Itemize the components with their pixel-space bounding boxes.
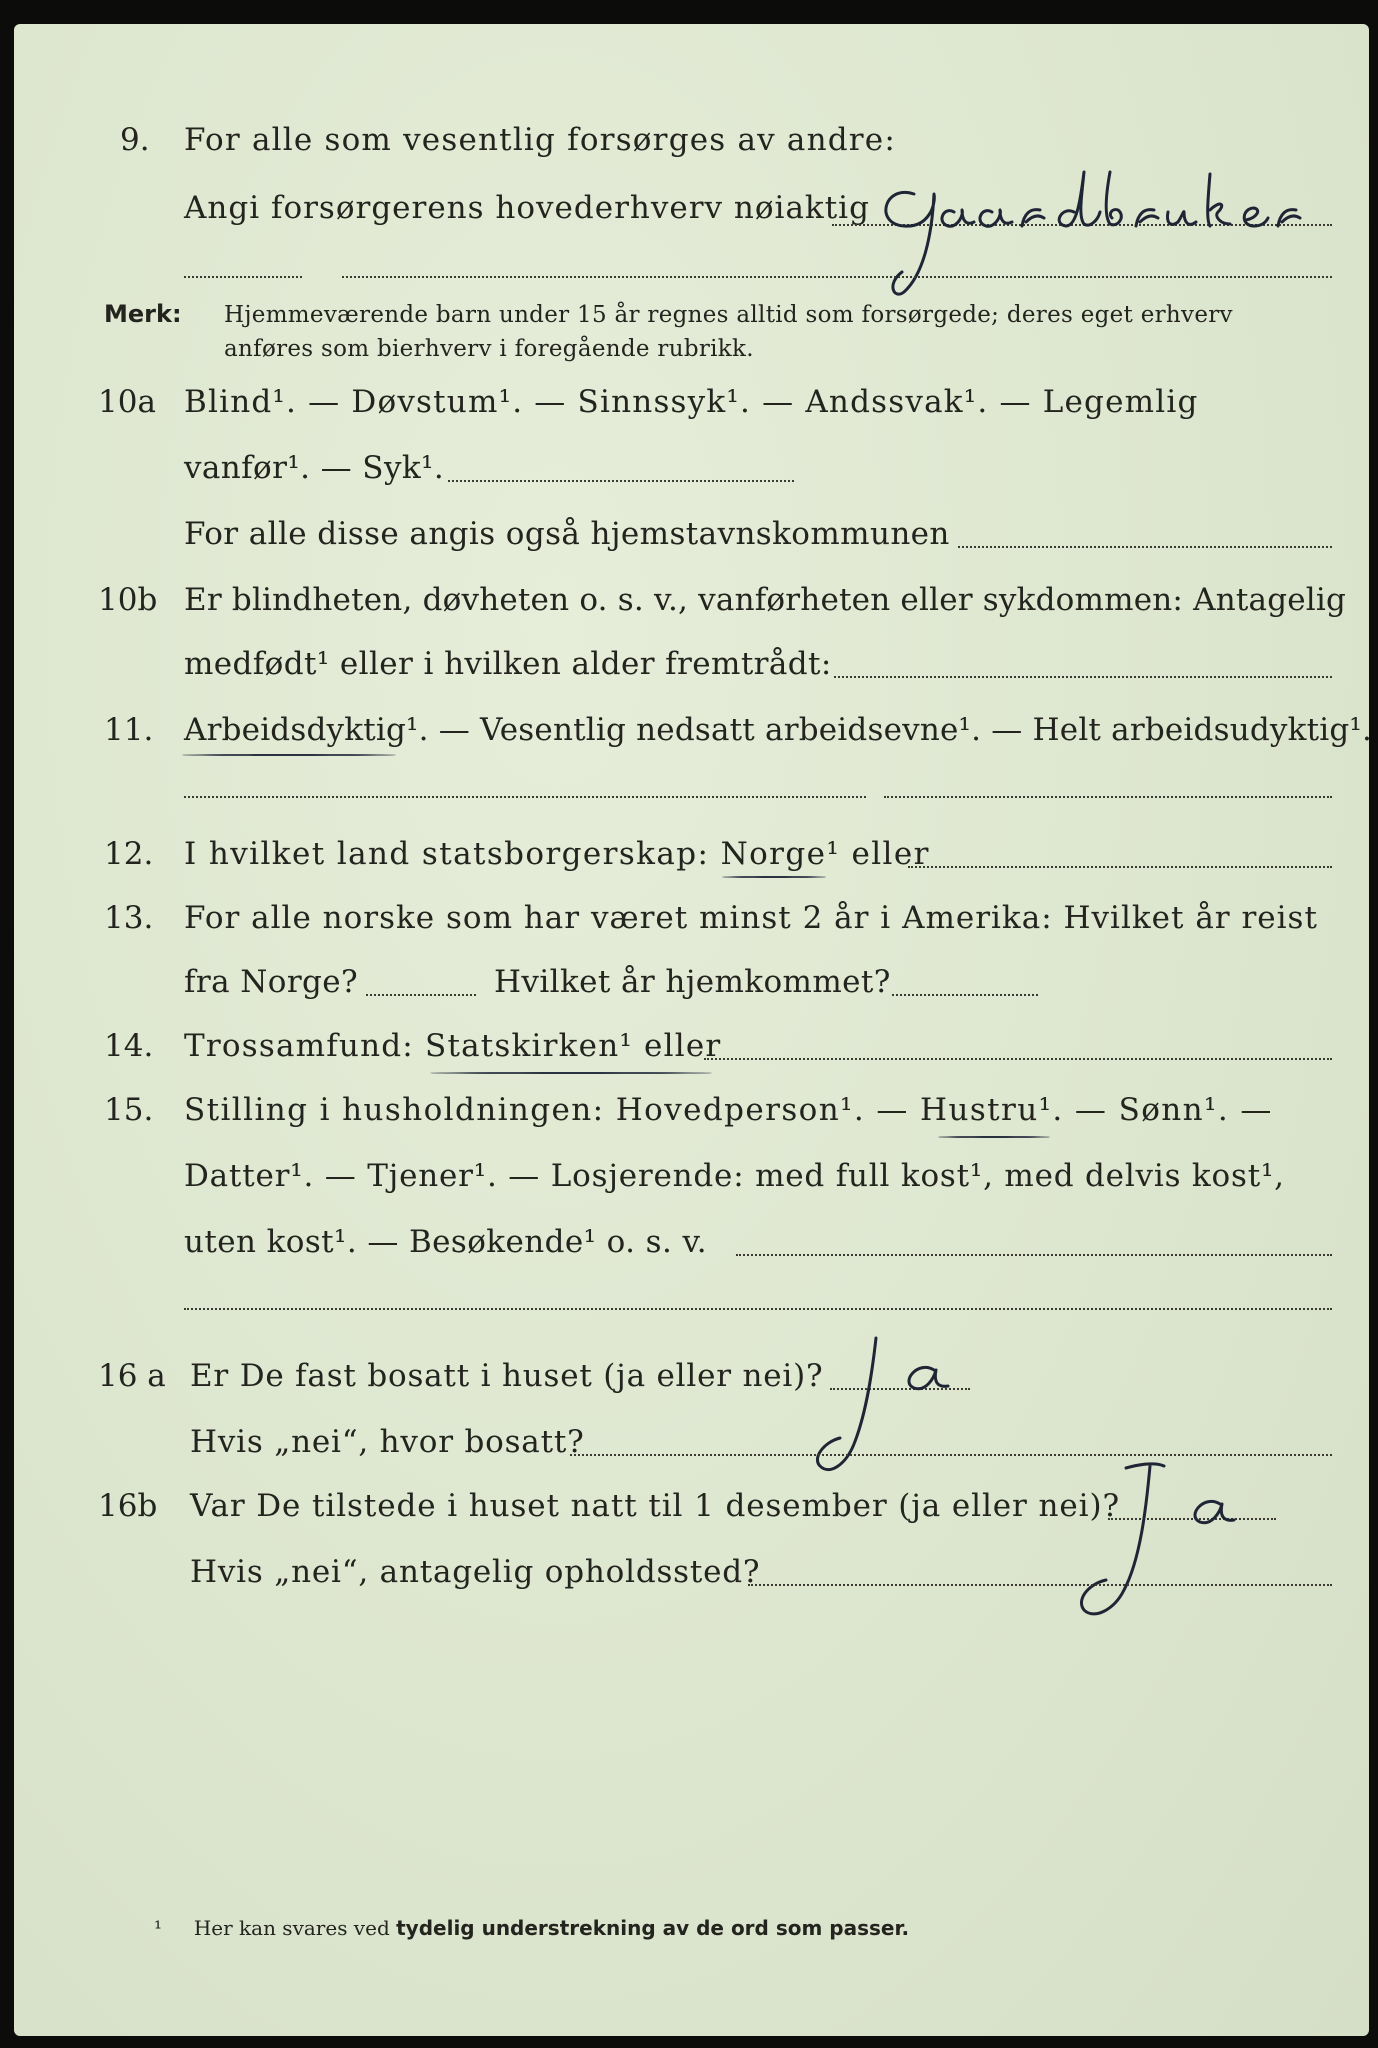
q16a-handwritten-answer: [810, 1334, 990, 1494]
merk-line1: Hjemmeværende barn under 15 år regnes alltid som forsørgede; deres eget erhverv: [224, 302, 1233, 328]
q16b-handwritten-answer: [1054, 1460, 1294, 1640]
footnote-mark: ¹: [154, 1916, 163, 1940]
q16b-location-line: [748, 1584, 1332, 1586]
merk-line2: anføres som bierhverv i foregående rubrikk.: [224, 336, 754, 362]
q10a-answer-line: [448, 480, 794, 482]
q16b-line2: Hvis „nei“, antagelig opholdssted?: [190, 1554, 761, 1590]
q16a-line2: Hvis „nei“, hvor bosatt?: [190, 1424, 585, 1460]
q15-answer-line: [736, 1254, 1332, 1256]
q10a-line1: Blind¹. — Døvstum¹. — Sinnssyk¹. — Andssvak¹. — Legemlig: [184, 384, 1199, 420]
q10a-municipality-line: [958, 546, 1332, 548]
q13-left-line: [366, 994, 476, 996]
q11-underline-arbeidsdyktig: [182, 754, 396, 756]
q9-extra-line-a: [184, 276, 302, 278]
census-form-page: [14, 24, 1373, 2036]
q11-extra-line-b: [884, 796, 1332, 798]
q11-line1: Arbeidsdyktig¹. — Vesentlig nedsatt arbeidsevne¹. — Helt arbeidsudyktig¹.: [184, 712, 1373, 748]
q16a-residence-line: [570, 1454, 1332, 1456]
q13-line1: For alle norske som har været minst 2 år i Amerika: Hvilket år reist: [184, 900, 1318, 936]
q10b-line2: medfødt¹ eller i hvilken alder fremtrådt:: [184, 646, 832, 682]
q16b-line1: Var De tilstede i huset natt til 1 desember (ja eller nei)?: [190, 1488, 1120, 1524]
q9-line1: For alle som vesentlig forsørges av andre:: [184, 122, 896, 158]
q16a-number: 16 a: [98, 1358, 166, 1394]
q15-number: 15.: [104, 1092, 154, 1128]
q15-line3: uten kost¹. — Besøkende¹ o. s. v.: [184, 1224, 707, 1260]
q12-number: 12.: [104, 836, 154, 872]
q10b-number: 10b: [98, 582, 158, 618]
q12-line1: I hvilket land statsborgerskap: Norge¹ eller: [184, 836, 930, 872]
q14-number: 14.: [104, 1028, 154, 1064]
q10a-number: 10a: [98, 384, 156, 420]
q14-answer-line: [704, 1058, 1332, 1060]
q16a-line1: Er De fast bosatt i huset (ja eller nei)?: [190, 1358, 824, 1394]
q9-line2: Angi forsørgerens hovederhverv nøiaktig: [184, 190, 870, 226]
q13-line2b: Hvilket år hjemkommet?: [494, 964, 891, 1000]
q15-line2: Datter¹. — Tjener¹. — Losjerende: med full kost¹, med delvis kost¹,: [184, 1158, 1285, 1194]
q14-line1: Trossamfund: Statskirken¹ eller: [184, 1028, 722, 1064]
q10b-answer-line: [834, 676, 1332, 678]
q13-number: 13.: [104, 900, 154, 936]
q15-extra-line: [184, 1308, 1332, 1310]
merk-label: Merk:: [104, 300, 182, 328]
q13-returned-line: [892, 994, 1038, 996]
q16b-number: 16b: [98, 1488, 158, 1524]
footnote-text-b: tydelig understrekning av de ord som passer.: [396, 1916, 910, 1940]
q9-handwritten-answer: [874, 164, 1344, 304]
q13-line2a: fra Norge?: [184, 964, 359, 1000]
q9-number: 9.: [120, 122, 150, 158]
q15-line1: Stilling i husholdningen: Hovedperson¹. — Hustru¹. — Sønn¹. —: [184, 1092, 1273, 1128]
q11-extra-line-a: [184, 796, 866, 798]
footnote: [154, 1916, 909, 1940]
q15-underline-hustru: [938, 1136, 1050, 1138]
q11-number: 11.: [104, 712, 154, 748]
q12-answer-line: [908, 866, 1332, 868]
q10a-line3: For alle disse angis også hjemstavnskommunen: [184, 516, 950, 552]
q9-extra-line-b: [342, 276, 1332, 278]
q12-underline-norge: [722, 876, 826, 878]
q14-underline-statskirken: [430, 1072, 712, 1074]
footnote-text-a: Her kan svares ved: [193, 1916, 390, 1940]
q10a-line2: vanfør¹. — Syk¹.: [184, 450, 445, 486]
q10b-line1: Er blindheten, døvheten o. s. v., vanførheten eller sykdommen: Antagelig: [184, 582, 1347, 618]
